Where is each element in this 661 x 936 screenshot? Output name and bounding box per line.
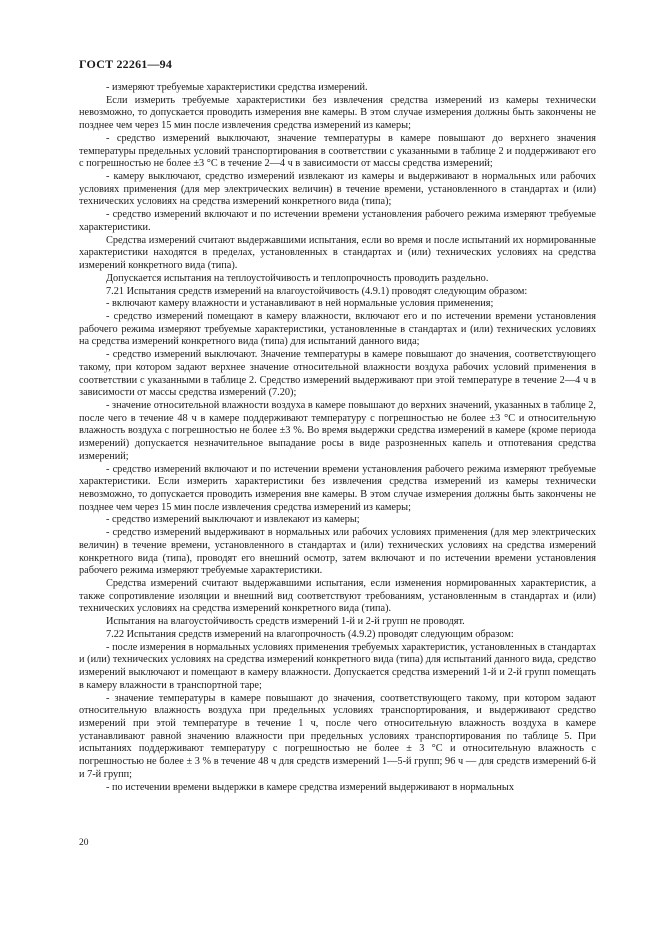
paragraph: 7.21 Испытания средств измерений на влагоустойчивость (4.9.1) проводят следующим образом: bbox=[106, 285, 528, 297]
page-number: 20 bbox=[79, 838, 89, 848]
paragraph: Испытания на влагоустойчивость средств измерений 1-й и 2-й групп не проводят. bbox=[106, 616, 465, 628]
paragraph: Средства измерений считают выдержавшими испытания, если изменения нормированных характеристик, а также сопротивление изоляции и внешний вид соответствуют требованиям, установленным в стандартах и (или) технических условиях на средства измерений конкретного вида (типа). bbox=[79, 578, 596, 615]
paragraph: - камеру выключают, средство измерений извлекают из камеры и выдерживают в нормальных или рабочих условиях применения (для мер электрических величин) в течение времени, установленного в стандартах и (или) технических условиях на средства измерений конкретного вида (типа); bbox=[79, 171, 596, 208]
paragraph: - после измерения в нормальных условиях применения требуемых характеристик, установленных в стандартах и (или) технических условиях на средства измерений конкретного вида (типа) для испытаний данного вида, средство измерений выключают и помещают в камеру влажности. Допускается средства измерений 1-й и 2-й групп помещать в камеру влажности в транспортной таре; bbox=[79, 641, 596, 691]
paragraph: - включают камеру влажности и устанавливают в ней нормальные условия применения; bbox=[106, 298, 494, 310]
page-header-title: ГОСТ 22261—94 bbox=[79, 57, 173, 71]
paragraph: Средства измерений считают выдержавшими испытания, если во время и после испытаний их нормированные характеристики находятся в пределах, установленных в стандартах и (или) технических условиях на средства измерений конкретного вида (типа). bbox=[79, 234, 596, 272]
paragraph: - средство измерений помещают в камеру влажности, включают его и по истечении времени установления рабочего режима измеряют требуемые характеристики, установленные в стандартах и (или) технических условиях на средства измерений конкретного вида (типа) для испытаний данного вида; bbox=[79, 310, 596, 348]
paragraph: - по истечении времени выдержки в камере средства измерений выдерживают в нормальных bbox=[106, 781, 514, 793]
paragraph: - средство измерений включают и по истечении времени установления рабочего режима измеряют требуемые характеристики. bbox=[79, 209, 596, 233]
paragraph: - средство измерений выдерживают в нормальных или рабочих условиях применения (для мер электрических величин) в течение времени, установленного в стандартах и (или) технических условиях на средства измерений конкретного вида (типа), проводят его внешний осмотр, затем включают и по истечении времени установления рабочего режима измеряют требуемые характеристики. bbox=[79, 527, 596, 577]
paragraph: - средство измерений выключают. Значение температуры в камере повышают до значения, соответствующего такому, при котором задают верхнее значение относительной влажности воздуха рабочих условий применения в соответствии с указанными в таблице 2. Средство измерений выдерживают при этой температуре в течение 2—4 ч в зависимости от массы средства измерений (7.20); bbox=[79, 349, 596, 399]
paragraph: - средство измерений включают и по истечении времени установления рабочего режима измеряют требуемые характеристики. Если измерить характеристики без извлечения средства измерений из камеры технически невозможно, то допускается проводить измерения вне камеры. В этом случае измерения должны быть закончены не позднее чем через 15 мин после извлечения средства измерений из камеры; bbox=[79, 463, 596, 513]
document-body bbox=[79, 82, 596, 794]
paragraph: 7.22 Испытания средств измерений на влагопрочность (4.9.2) проводят следующим образом: bbox=[106, 628, 514, 640]
paragraph: - средство измерений выключают и извлекают из камеры; bbox=[106, 514, 360, 526]
paragraph: - измеряют требуемые характеристики средства измерений. bbox=[106, 82, 368, 93]
paragraph: - средство измерений выключают, значение температуры в камере повышают до верхнего значения температуры предельных условий транспортирования в соответствии с указанными в таблице 2 и поддерживают его с погрешностью не более ±3 °С в течение 2—4 ч в зависимости от массы средства измерений; bbox=[79, 132, 596, 170]
paragraph: Если измерить требуемые характеристики без извлечения средства измерений из камеры технически невозможно, то допускается проводить измерения вне камеры. В этом случае измерения должны быть закончены не позднее чем через 15 мин после извлечения средства измерений из камеры; bbox=[79, 94, 596, 132]
paragraph: Допускается испытания на теплоустойчивость и теплопрочность проводить раздельно. bbox=[106, 272, 489, 284]
paragraph: - значение температуры в камере повышают до значения, соответствующего такому, при котором задают относительную влажность воздуха при предельных условиях транспортирования, и выдерживают средство измерений при этой температуре в течение 1 ч, после чего относительную влажность воздуха в камере устанавливают равной значению влажности при предельных условиях транспортирования по таблице 5. При испытаниях поддерживают температуру с погрешностью не более ± 3 °С и относительную влажность с погрешностью не более ± 3 % в течение 48 ч для средств измерений 1—5-й групп; 96 ч — для средств измерений 6-й и 7-й групп; bbox=[79, 692, 596, 780]
paragraph: - значение относительной влажности воздуха в камере повышают до верхних значений, указанных в таблице 2, после чего в течение 48 ч в камере поддерживают температуру с погрешностью не более ±3 °С и относительную влажность воздуха с погрешностью не более ±3 %. Во время выдержки средства измерений в камере (кроме периода измерений) допускается незначительное выпадание росы в виде разрозненных капель и отпотевания средства измерений; bbox=[79, 399, 596, 462]
